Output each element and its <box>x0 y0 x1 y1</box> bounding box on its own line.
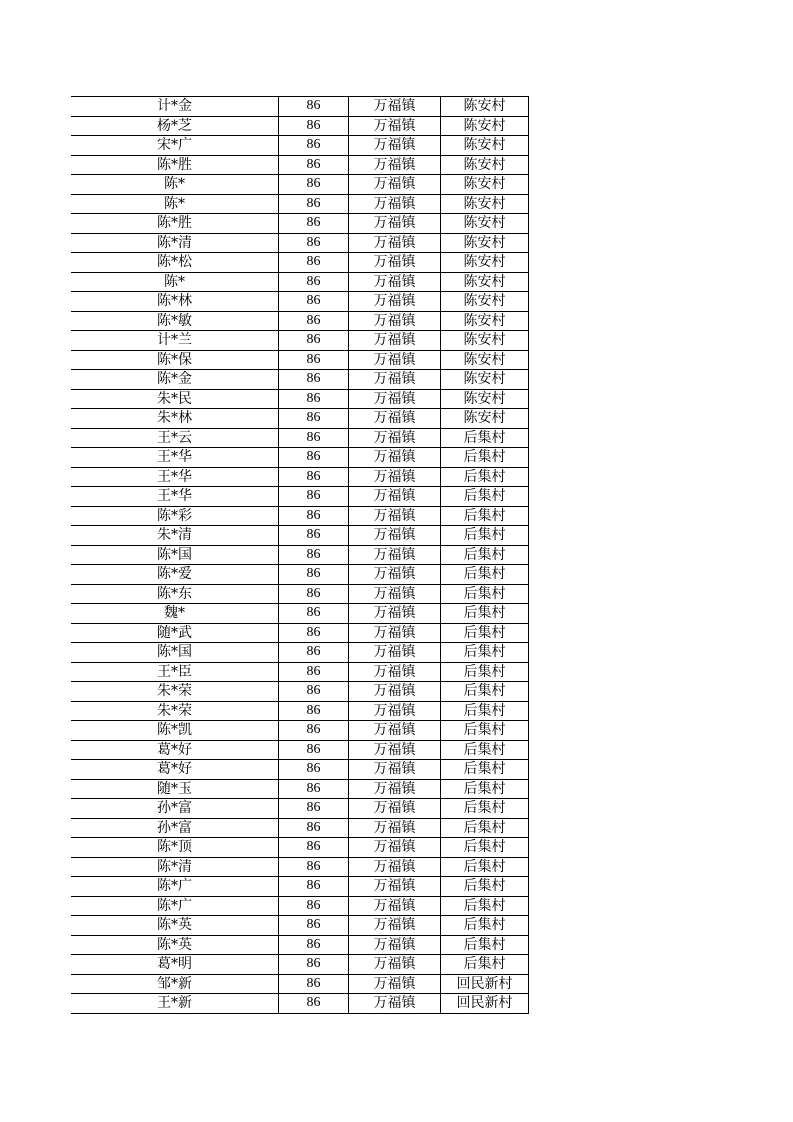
village-cell: 陈安村 <box>441 136 529 156</box>
town-cell: 万福镇 <box>349 233 441 253</box>
town-cell: 万福镇 <box>349 214 441 234</box>
name-cell: 朱*荣 <box>71 682 279 702</box>
name-cell: 陈*彩 <box>71 506 279 526</box>
village-cell: 陈安村 <box>441 97 529 117</box>
table-row <box>71 214 529 234</box>
village-cell: 陈安村 <box>441 175 529 195</box>
town-cell: 万福镇 <box>349 857 441 877</box>
name-cell: 朱*民 <box>71 389 279 409</box>
town-cell: 万福镇 <box>349 721 441 741</box>
amount-cell: 86 <box>279 506 349 526</box>
village-cell: 陈安村 <box>441 350 529 370</box>
name-cell: 陈*林 <box>71 292 279 312</box>
village-cell: 陈安村 <box>441 311 529 331</box>
amount-cell: 86 <box>279 448 349 468</box>
amount-cell: 86 <box>279 116 349 136</box>
amount-cell: 86 <box>279 935 349 955</box>
amount-cell: 86 <box>279 721 349 741</box>
town-cell: 万福镇 <box>349 818 441 838</box>
town-cell: 万福镇 <box>349 175 441 195</box>
name-cell: 陈*顶 <box>71 838 279 858</box>
village-cell: 后集村 <box>441 682 529 702</box>
village-cell: 后集村 <box>441 604 529 624</box>
name-cell: 陈*松 <box>71 253 279 273</box>
table-row <box>71 448 529 468</box>
amount-cell: 86 <box>279 175 349 195</box>
name-cell: 陈*国 <box>71 643 279 663</box>
name-cell: 陈*广 <box>71 877 279 897</box>
town-cell: 万福镇 <box>349 623 441 643</box>
name-cell: 孙*富 <box>71 818 279 838</box>
amount-cell: 86 <box>279 818 349 838</box>
amount-cell: 86 <box>279 974 349 994</box>
village-cell: 陈安村 <box>441 253 529 273</box>
amount-cell: 86 <box>279 350 349 370</box>
village-cell: 后集村 <box>441 467 529 487</box>
amount-cell: 86 <box>279 838 349 858</box>
amount-cell: 86 <box>279 877 349 897</box>
amount-cell: 86 <box>279 604 349 624</box>
table-row <box>71 565 529 585</box>
name-cell: 陈*清 <box>71 857 279 877</box>
amount-cell: 86 <box>279 584 349 604</box>
table-row <box>71 623 529 643</box>
amount-cell: 86 <box>279 565 349 585</box>
village-cell: 回民新村 <box>441 974 529 994</box>
village-cell: 后集村 <box>441 955 529 975</box>
name-cell: 王*华 <box>71 467 279 487</box>
name-cell: 王*新 <box>71 994 279 1014</box>
table-row <box>71 136 529 156</box>
town-cell: 万福镇 <box>349 604 441 624</box>
town-cell: 万福镇 <box>349 545 441 565</box>
village-cell: 陈安村 <box>441 233 529 253</box>
village-cell: 后集村 <box>441 799 529 819</box>
town-cell: 万福镇 <box>349 506 441 526</box>
table-row <box>71 760 529 780</box>
name-cell: 陈*金 <box>71 370 279 390</box>
table-row <box>71 311 529 331</box>
table-row <box>71 896 529 916</box>
village-cell: 后集村 <box>441 623 529 643</box>
name-cell: 朱*清 <box>71 526 279 546</box>
name-cell: 朱*林 <box>71 409 279 429</box>
amount-cell: 86 <box>279 311 349 331</box>
town-cell: 万福镇 <box>349 584 441 604</box>
amount-cell: 86 <box>279 857 349 877</box>
town-cell: 万福镇 <box>349 272 441 292</box>
town-cell: 万福镇 <box>349 955 441 975</box>
name-cell: 陈*东 <box>71 584 279 604</box>
table-row <box>71 487 529 507</box>
amount-cell: 86 <box>279 916 349 936</box>
village-cell: 后集村 <box>441 935 529 955</box>
village-cell: 后集村 <box>441 877 529 897</box>
amount-cell: 86 <box>279 955 349 975</box>
table-row <box>71 799 529 819</box>
village-cell: 陈安村 <box>441 155 529 175</box>
town-cell: 万福镇 <box>349 253 441 273</box>
table-row <box>71 779 529 799</box>
town-cell: 万福镇 <box>349 428 441 448</box>
village-cell: 后集村 <box>441 487 529 507</box>
village-cell: 后集村 <box>441 916 529 936</box>
village-cell: 后集村 <box>441 448 529 468</box>
town-cell: 万福镇 <box>349 662 441 682</box>
village-cell: 后集村 <box>441 760 529 780</box>
town-cell: 万福镇 <box>349 409 441 429</box>
town-cell: 万福镇 <box>349 682 441 702</box>
name-cell: 杨*芝 <box>71 116 279 136</box>
amount-cell: 86 <box>279 409 349 429</box>
amount-cell: 86 <box>279 233 349 253</box>
table-row <box>71 955 529 975</box>
town-cell: 万福镇 <box>349 467 441 487</box>
amount-cell: 86 <box>279 214 349 234</box>
table-row <box>71 467 529 487</box>
village-cell: 后集村 <box>441 526 529 546</box>
village-cell: 后集村 <box>441 779 529 799</box>
village-cell: 后集村 <box>441 584 529 604</box>
village-cell: 后集村 <box>441 896 529 916</box>
village-cell: 回民新村 <box>441 994 529 1014</box>
town-cell: 万福镇 <box>349 350 441 370</box>
name-cell: 葛*明 <box>71 955 279 975</box>
table-row <box>71 662 529 682</box>
village-cell: 陈安村 <box>441 194 529 214</box>
town-cell: 万福镇 <box>349 760 441 780</box>
amount-cell: 86 <box>279 194 349 214</box>
records-table-body <box>71 97 529 1014</box>
town-cell: 万福镇 <box>349 389 441 409</box>
village-cell: 后集村 <box>441 721 529 741</box>
name-cell: 陈*敏 <box>71 311 279 331</box>
amount-cell: 86 <box>279 97 349 117</box>
spreadsheet-page <box>71 96 529 1014</box>
amount-cell: 86 <box>279 643 349 663</box>
table-row <box>71 194 529 214</box>
name-cell: 邹*新 <box>71 974 279 994</box>
records-table <box>71 96 529 1014</box>
name-cell: 葛*好 <box>71 760 279 780</box>
amount-cell: 86 <box>279 526 349 546</box>
town-cell: 万福镇 <box>349 799 441 819</box>
village-cell: 后集村 <box>441 506 529 526</box>
name-cell: 陈*爱 <box>71 565 279 585</box>
town-cell: 万福镇 <box>349 916 441 936</box>
name-cell: 陈* <box>71 194 279 214</box>
town-cell: 万福镇 <box>349 136 441 156</box>
table-row <box>71 253 529 273</box>
amount-cell: 86 <box>279 623 349 643</box>
name-cell: 计*兰 <box>71 331 279 351</box>
table-row <box>71 682 529 702</box>
amount-cell: 86 <box>279 428 349 448</box>
table-row <box>71 233 529 253</box>
name-cell: 王*云 <box>71 428 279 448</box>
town-cell: 万福镇 <box>349 838 441 858</box>
table-row <box>71 818 529 838</box>
name-cell: 陈*胜 <box>71 214 279 234</box>
amount-cell: 86 <box>279 740 349 760</box>
table-row <box>71 350 529 370</box>
amount-cell: 86 <box>279 760 349 780</box>
table-row <box>71 916 529 936</box>
amount-cell: 86 <box>279 272 349 292</box>
amount-cell: 86 <box>279 662 349 682</box>
table-row <box>71 272 529 292</box>
name-cell: 魏* <box>71 604 279 624</box>
village-cell: 陈安村 <box>441 389 529 409</box>
table-row <box>71 545 529 565</box>
town-cell: 万福镇 <box>349 701 441 721</box>
table-row <box>71 584 529 604</box>
table-row <box>71 701 529 721</box>
amount-cell: 86 <box>279 779 349 799</box>
name-cell: 陈*保 <box>71 350 279 370</box>
town-cell: 万福镇 <box>349 779 441 799</box>
name-cell: 孙*富 <box>71 799 279 819</box>
name-cell: 陈* <box>71 175 279 195</box>
table-row <box>71 604 529 624</box>
table-row <box>71 877 529 897</box>
amount-cell: 86 <box>279 155 349 175</box>
amount-cell: 86 <box>279 545 349 565</box>
table-row <box>71 857 529 877</box>
town-cell: 万福镇 <box>349 643 441 663</box>
table-row <box>71 97 529 117</box>
amount-cell: 86 <box>279 487 349 507</box>
name-cell: 陈*胜 <box>71 155 279 175</box>
table-row <box>71 175 529 195</box>
village-cell: 后集村 <box>441 428 529 448</box>
name-cell: 朱*荣 <box>71 701 279 721</box>
town-cell: 万福镇 <box>349 311 441 331</box>
village-cell: 后集村 <box>441 545 529 565</box>
town-cell: 万福镇 <box>349 370 441 390</box>
village-cell: 后集村 <box>441 565 529 585</box>
town-cell: 万福镇 <box>349 292 441 312</box>
village-cell: 后集村 <box>441 818 529 838</box>
amount-cell: 86 <box>279 253 349 273</box>
village-cell: 后集村 <box>441 740 529 760</box>
village-cell: 陈安村 <box>441 292 529 312</box>
town-cell: 万福镇 <box>349 194 441 214</box>
village-cell: 陈安村 <box>441 214 529 234</box>
town-cell: 万福镇 <box>349 97 441 117</box>
name-cell: 陈*广 <box>71 896 279 916</box>
amount-cell: 86 <box>279 292 349 312</box>
town-cell: 万福镇 <box>349 877 441 897</box>
table-row <box>71 409 529 429</box>
table-row <box>71 643 529 663</box>
village-cell: 陈安村 <box>441 272 529 292</box>
name-cell: 宋*广 <box>71 136 279 156</box>
town-cell: 万福镇 <box>349 116 441 136</box>
village-cell: 后集村 <box>441 643 529 663</box>
amount-cell: 86 <box>279 701 349 721</box>
name-cell: 陈*英 <box>71 935 279 955</box>
table-row <box>71 331 529 351</box>
name-cell: 陈*国 <box>71 545 279 565</box>
village-cell: 陈安村 <box>441 116 529 136</box>
amount-cell: 86 <box>279 136 349 156</box>
table-row <box>71 389 529 409</box>
village-cell: 后集村 <box>441 662 529 682</box>
village-cell: 陈安村 <box>441 409 529 429</box>
name-cell: 陈*凯 <box>71 721 279 741</box>
amount-cell: 86 <box>279 799 349 819</box>
table-row <box>71 974 529 994</box>
town-cell: 万福镇 <box>349 565 441 585</box>
name-cell: 陈*英 <box>71 916 279 936</box>
amount-cell: 86 <box>279 370 349 390</box>
table-row <box>71 721 529 741</box>
name-cell: 王*华 <box>71 448 279 468</box>
town-cell: 万福镇 <box>349 487 441 507</box>
table-row <box>71 155 529 175</box>
name-cell: 王*臣 <box>71 662 279 682</box>
table-row <box>71 428 529 448</box>
table-row <box>71 935 529 955</box>
amount-cell: 86 <box>279 896 349 916</box>
name-cell: 随*武 <box>71 623 279 643</box>
table-row <box>71 116 529 136</box>
village-cell: 后集村 <box>441 857 529 877</box>
table-row <box>71 740 529 760</box>
name-cell: 王*华 <box>71 487 279 507</box>
amount-cell: 86 <box>279 994 349 1014</box>
town-cell: 万福镇 <box>349 448 441 468</box>
village-cell: 后集村 <box>441 838 529 858</box>
town-cell: 万福镇 <box>349 974 441 994</box>
table-row <box>71 838 529 858</box>
table-row <box>71 994 529 1014</box>
village-cell: 后集村 <box>441 701 529 721</box>
table-row <box>71 526 529 546</box>
table-row <box>71 292 529 312</box>
name-cell: 计*金 <box>71 97 279 117</box>
town-cell: 万福镇 <box>349 155 441 175</box>
amount-cell: 86 <box>279 682 349 702</box>
table-row <box>71 506 529 526</box>
town-cell: 万福镇 <box>349 994 441 1014</box>
table-row <box>71 370 529 390</box>
name-cell: 陈*清 <box>71 233 279 253</box>
village-cell: 陈安村 <box>441 370 529 390</box>
amount-cell: 86 <box>279 467 349 487</box>
name-cell: 陈* <box>71 272 279 292</box>
village-cell: 陈安村 <box>441 331 529 351</box>
town-cell: 万福镇 <box>349 896 441 916</box>
name-cell: 随*玉 <box>71 779 279 799</box>
town-cell: 万福镇 <box>349 331 441 351</box>
town-cell: 万福镇 <box>349 740 441 760</box>
amount-cell: 86 <box>279 331 349 351</box>
town-cell: 万福镇 <box>349 526 441 546</box>
amount-cell: 86 <box>279 389 349 409</box>
town-cell: 万福镇 <box>349 935 441 955</box>
name-cell: 葛*好 <box>71 740 279 760</box>
